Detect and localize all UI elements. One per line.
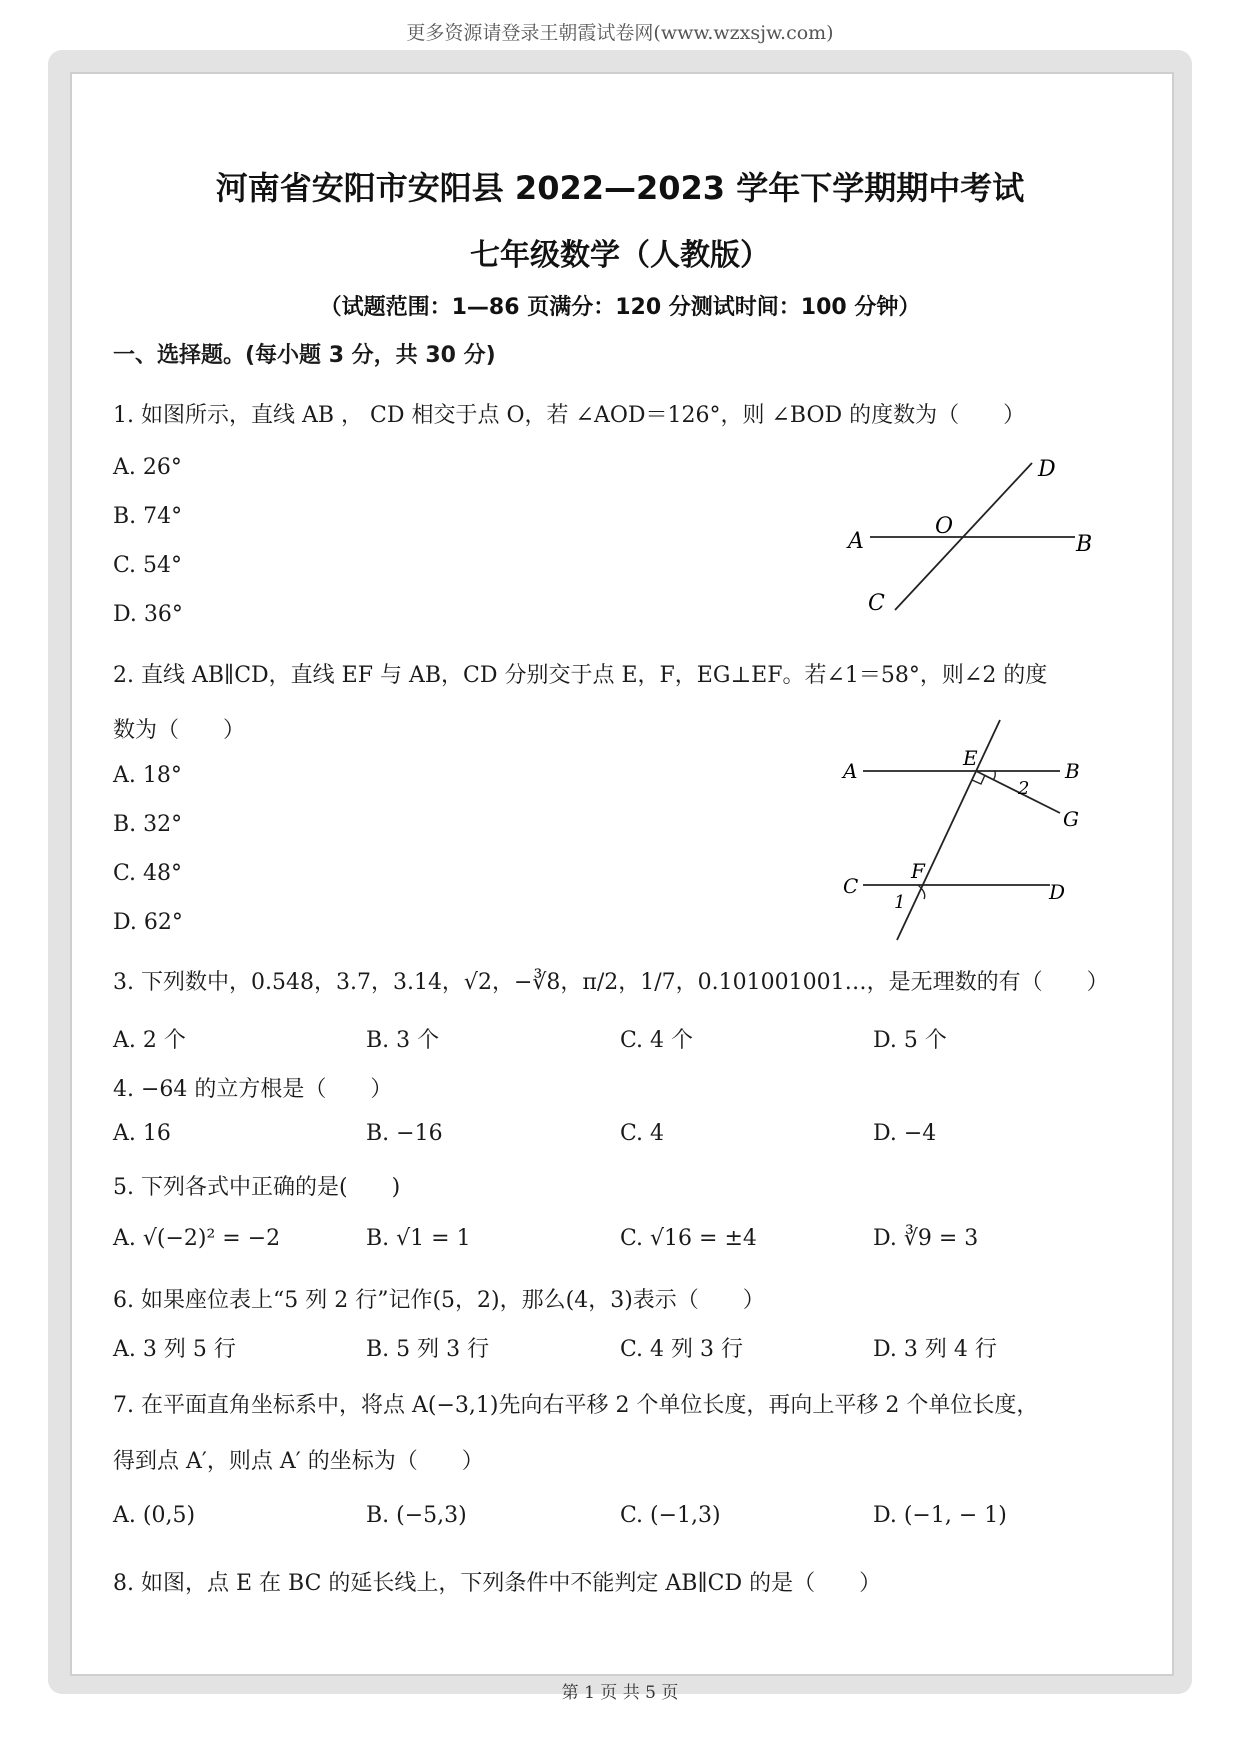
question-2-stem-line1: 2. 直线 AB∥CD，直线 EF 与 AB，CD 分别交于点 E，F，EG⊥EF。若∠1＝58°，则∠2 的度 bbox=[113, 663, 1048, 688]
q7-option-c: C. (−1,3) bbox=[620, 1503, 721, 1528]
q7-option-a: A. (0,5) bbox=[113, 1503, 196, 1528]
q1-option-c: C. 54° bbox=[113, 553, 183, 578]
q2-option-b: B. 32° bbox=[113, 812, 183, 837]
exam-title: 河南省安阳市安阳县 2022—2023 学年下学期期中考试 bbox=[215, 169, 1025, 207]
q2-label-b: B bbox=[1065, 759, 1080, 783]
q2-option-a: A. 18° bbox=[113, 763, 182, 788]
q2-label-e: E bbox=[963, 746, 978, 770]
question-2-stem-line2: 数为（ ） bbox=[113, 718, 246, 743]
q3-option-c: C. 4 个 bbox=[620, 1028, 694, 1053]
q6-option-a: A. 3 列 5 行 bbox=[113, 1337, 236, 1362]
q4-option-c: C. 4 bbox=[620, 1121, 665, 1146]
q5-option-c: C. √16 = ±4 bbox=[620, 1226, 757, 1251]
q4-option-a: A. 16 bbox=[113, 1121, 171, 1146]
q2-label-d: D bbox=[1049, 880, 1066, 904]
q7-option-d: D. (−1, − 1) bbox=[873, 1503, 1007, 1528]
q1-label-c: C bbox=[868, 591, 885, 616]
q6-option-c: C. 4 列 3 行 bbox=[620, 1337, 744, 1362]
page-footer: 第 1 页 共 5 页 bbox=[561, 1683, 679, 1703]
q2-label-f: F bbox=[911, 859, 925, 883]
q2-figure bbox=[835, 715, 1095, 945]
q2-angle-1: 1 bbox=[894, 892, 906, 913]
question-5-stem: 5. 下列各式中正确的是( ) bbox=[113, 1175, 401, 1200]
q7-option-b: B. (−5,3) bbox=[366, 1503, 467, 1528]
q5-option-d: D. ∛9 = 3 bbox=[873, 1226, 979, 1251]
q6-option-b: B. 5 列 3 行 bbox=[366, 1337, 490, 1362]
q2-label-c: C bbox=[843, 874, 859, 898]
question-3-stem: 3. 下列数中，0.548，3.7，3.14，√2，−∛8，π/2，1/7，0.101001001…，是无理数的有（ ） bbox=[113, 970, 1109, 995]
q2-option-c: C. 48° bbox=[113, 861, 183, 886]
q3-option-d: D. 5 个 bbox=[873, 1028, 947, 1053]
exam-subtitle: 七年级数学（人教版） bbox=[470, 238, 770, 273]
q2-option-d: D. 62° bbox=[113, 910, 183, 935]
question-1-stem: 1. 如图所示，直线 AB ， CD 相交于点 O，若 ∠AOD＝126°，则 ∠BOD 的度数为（ ） bbox=[113, 403, 1026, 428]
question-7-stem-line2: 得到点 A′，则点 A′ 的坐标为（ ） bbox=[113, 1449, 484, 1474]
q1-option-b: B. 74° bbox=[113, 504, 183, 529]
q1-figure bbox=[840, 450, 1100, 620]
q6-option-d: D. 3 列 4 行 bbox=[873, 1337, 997, 1362]
q4-option-b: B. −16 bbox=[366, 1121, 443, 1146]
q2-angle-2: 2 bbox=[1018, 778, 1030, 799]
q5-option-b: B. √1 = 1 bbox=[366, 1226, 471, 1251]
site-header: 更多资源请登录王朝霞试卷网(www.wzxsjw.com) bbox=[406, 22, 834, 44]
q1-option-a: A. 26° bbox=[113, 455, 182, 480]
q4-option-d: D. −4 bbox=[873, 1121, 937, 1146]
question-6-stem: 6. 如果座位表上“5 列 2 行”记作(5，2)，那么(4，3)表示（ ） bbox=[113, 1288, 765, 1313]
q2-label-a: A bbox=[843, 759, 858, 783]
q3-option-a: A. 2 个 bbox=[113, 1028, 186, 1053]
q1-label-d: D bbox=[1038, 457, 1056, 482]
q3-option-b: B. 3 个 bbox=[366, 1028, 440, 1053]
q1-label-o: O bbox=[935, 514, 954, 539]
exam-info: （试题范围：1—86 页满分：120 分测试时间：100 分钟） bbox=[319, 295, 921, 320]
question-4-stem: 4. −64 的立方根是（ ） bbox=[113, 1077, 393, 1102]
q2-label-g: G bbox=[1063, 807, 1079, 831]
q5-option-a: A. √(−2)² = −2 bbox=[113, 1226, 281, 1251]
section-heading: 一、选择题。(每小题 3 分，共 30 分) bbox=[113, 343, 496, 368]
q1-label-b: B bbox=[1076, 532, 1093, 557]
question-7-stem-line1: 7. 在平面直角坐标系中，将点 A(−3,1)先向右平移 2 个单位长度，再向上平移 2 个单位长度， bbox=[113, 1393, 1039, 1418]
q1-option-d: D. 36° bbox=[113, 602, 183, 627]
q1-label-a: A bbox=[848, 529, 864, 554]
question-8-stem: 8. 如图，点 E 在 BC 的延长线上，下列条件中不能判定 AB∥CD 的是（ ） bbox=[113, 1571, 882, 1596]
